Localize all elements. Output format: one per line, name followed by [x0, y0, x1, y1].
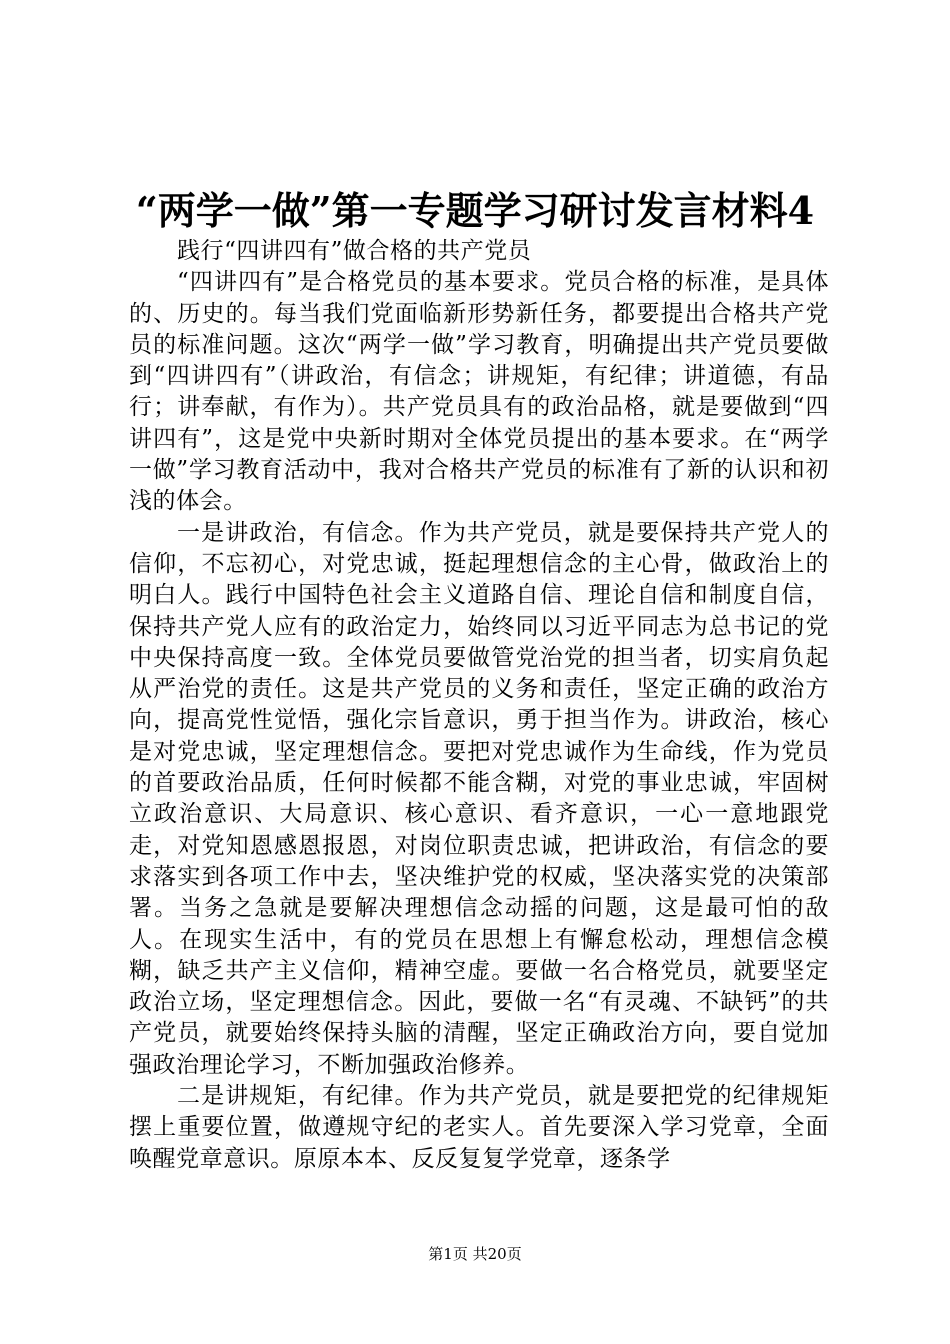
paragraph-politics: 一是讲政治，有信念。作为共产党员，就是要保持共产党人的信仰，不忘初心，对党忠诚，挺起理想信念的主心骨，做政治上的明白人。践行中国特色社会主义道路自信、理论自信和制度自信，保持共产党人应有的政治定力，始终同以习近平同志为总书记的党中央保持高度一致。全体党员要做管党治党的担当者，切实肩负起从严治党的责任。这是共产党员的义务和责任，坚定正确的政治方向，提高党性觉悟，强化宗旨意识，勇于担当作为。讲政治，核心是对党忠诚，坚定理想信念。要把对党忠诚作为生命线，作为党员的首要政治品质，任何时候都不能含糊，对党的事业忠诚，牢固树立政治意识、大局意识、核心意识、看齐意识，一心一意地跟党走，对党知恩感恩报恩，对岗位职责忠诚，把讲政治，有信念的要求落实到各项工作中去，坚决维护党的权威，坚决落实党的决策部署。当务之急就是要解决理想信念动摇的问题，这是最可怕的敌人。在现实生活中，有的党员在思想上有懈怠松动，理想信念模糊，缺乏共产主义信仰，精神空虚。要做一名合格党员，就要坚定政治立场，坚定理想信念。因此，要做一名“有灵魂、不缺钙”的共产党员，就要始终保持头脑的清醒，坚定正确政治方向，要自觉加强政治理论学习，不断加强政治修养。 — [129, 519, 829, 1078]
paragraph-intro: “四讲四有”是合格党员的基本要求。党员合格的标准，是具体的、历史的。每当我们党面临新形势新任务，都要提出合格共产党员的标准问题。这次“两学一做”学习教育，明确提出共产党员要做到“四讲四有”（讲政治，有信念；讲规矩，有纪律；讲道德，有品行；讲奉献，有作为）。共产党员具有的政治品格，就是要做到“四讲四有”，这是党中央新时期对全体党员提出的基本要求。在“两学一做”学习教育活动中，我对合格共产党员的标准有了新的认识和初浅的体会。 — [129, 269, 829, 515]
paragraph-rules: 二是讲规矩，有纪律。作为共产党员，就是要把党的纪律规矩摆上重要位置，做遵规守纪的老实人。首先要深入学习党章，全面唤醒党章意识。原原本本、反反复复学党章，逐条学 — [129, 1083, 829, 1172]
document-body — [129, 236, 829, 1175]
page-indicator: 第1页 共20页 — [428, 1245, 522, 1263]
document-subtitle: 践行“四讲四有”做合格的共产党员 — [177, 238, 532, 264]
document-title: “两学一做”第一专题学习研讨发言材料4 — [135, 188, 815, 233]
